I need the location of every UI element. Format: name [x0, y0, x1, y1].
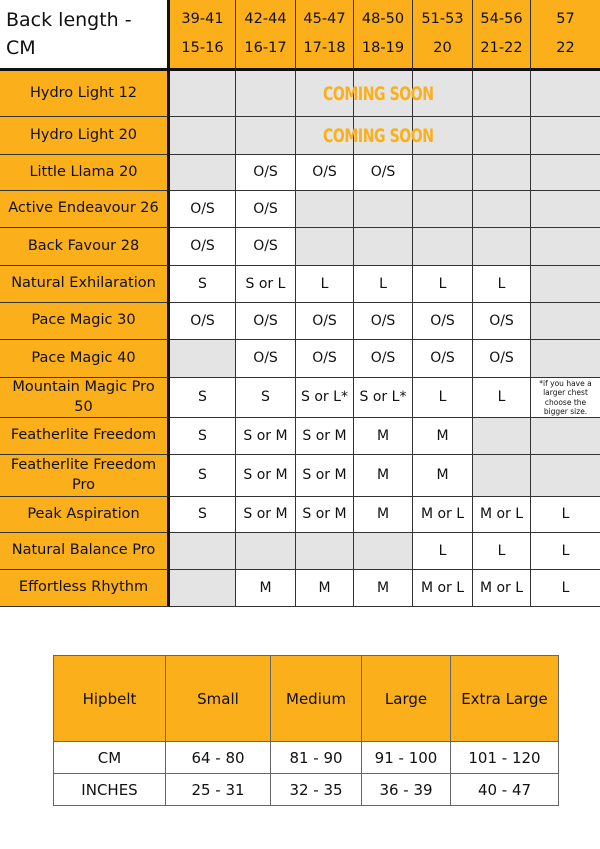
size-cell — [531, 71, 600, 117]
column-cm: 48-50 — [361, 11, 405, 27]
size-cell: S — [170, 378, 236, 418]
size-cell: S or L — [236, 266, 296, 303]
chart-header-row — [0, 0, 600, 71]
size-cell: O/S — [473, 303, 531, 340]
size-cell: S — [170, 266, 236, 303]
pack-name: Featherlite Freedom — [0, 418, 170, 455]
size-cell — [531, 418, 600, 455]
size-cell: O/S — [296, 340, 354, 378]
column-cm: 45-47 — [303, 11, 346, 27]
column-in: 22 — [556, 40, 575, 56]
size-cell: S or L* — [354, 378, 413, 418]
size-cell: L — [531, 570, 600, 607]
size-cell: L — [473, 378, 531, 418]
size-cell — [413, 71, 473, 117]
size-cell: O/S — [413, 303, 473, 340]
size-cell: O/S — [170, 303, 236, 340]
chart-row — [0, 266, 600, 303]
chart-row — [0, 533, 600, 570]
hipbelt-header: Extra Large — [451, 656, 559, 742]
pack-name: Featherlite Freedom Pro — [0, 455, 170, 497]
size-cell: M or L — [473, 497, 531, 533]
size-cell — [413, 228, 473, 266]
hipbelt-cell: 81 - 90 — [271, 742, 362, 774]
size-cell: O/S — [354, 340, 413, 378]
size-cell: M — [354, 455, 413, 497]
hipbelt-header: Small — [166, 656, 271, 742]
size-cell: O/S — [236, 340, 296, 378]
size-cell — [236, 71, 296, 117]
chart-title-cell — [0, 0, 170, 71]
size-cell — [473, 418, 531, 455]
chart-row — [0, 228, 600, 266]
size-cell: O/S — [236, 303, 296, 340]
size-cell: O/S — [236, 191, 296, 228]
hipbelt-row-cm — [54, 742, 559, 774]
hipbelt-cell: INCHES — [54, 774, 166, 806]
size-cell — [170, 117, 236, 155]
hipbelt-cell: 32 - 35 — [271, 774, 362, 806]
size-cell: S or M — [296, 455, 354, 497]
chart-row — [0, 378, 600, 418]
size-cell: S — [170, 418, 236, 455]
hipbelt-header: Medium — [271, 656, 362, 742]
size-cell: M — [296, 570, 354, 607]
size-cell — [531, 228, 600, 266]
coming-soon-label: COMING SOON — [323, 83, 434, 105]
hipbelt-header: Large — [362, 656, 451, 742]
column-in: 16-17 — [244, 40, 287, 56]
chart-row — [0, 155, 600, 191]
size-cell: O/S — [473, 340, 531, 378]
size-cell — [354, 117, 413, 155]
size-cell: L — [296, 266, 354, 303]
size-cell — [473, 71, 531, 117]
pack-name: Little Llama 20 — [0, 155, 170, 191]
column-cm: 39-41 — [181, 11, 224, 27]
chart-row — [0, 497, 600, 533]
column-header — [473, 0, 531, 71]
column-in: 20 — [433, 40, 452, 56]
column-in: 17-18 — [303, 40, 346, 56]
column-cm: 54-56 — [480, 11, 523, 27]
size-cell: S or M — [236, 497, 296, 533]
footnote-cell: *if you have a larger chest choose the bigger size. — [531, 378, 600, 418]
size-cell — [236, 533, 296, 570]
pack-name: Back Favour 28 — [0, 228, 170, 266]
column-header — [170, 0, 236, 71]
chart-row — [0, 71, 600, 117]
size-cell — [170, 155, 236, 191]
size-cell: L — [531, 533, 600, 570]
size-cell — [531, 191, 600, 228]
chart-body — [0, 71, 600, 607]
column-in: 21-22 — [480, 40, 523, 56]
size-cell — [296, 533, 354, 570]
size-cell — [296, 191, 354, 228]
hipbelt-cell: 64 - 80 — [166, 742, 271, 774]
hipbelt-cell: 101 - 120 — [451, 742, 559, 774]
size-cell — [170, 570, 236, 607]
column-in: 18-19 — [361, 40, 405, 56]
hipbelt-cell: 36 - 39 — [362, 774, 451, 806]
chart-row — [0, 191, 600, 228]
hipbelt-cell: 91 - 100 — [362, 742, 451, 774]
size-cell — [531, 303, 600, 340]
size-cell: S or M — [236, 455, 296, 497]
size-cell: S or L* — [296, 378, 354, 418]
size-cell: L — [473, 266, 531, 303]
hipbelt-header-row — [54, 656, 559, 742]
chart-title-cm: Back length - CM — [6, 9, 132, 59]
size-cell: O/S — [236, 155, 296, 191]
hipbelt-header: Hipbelt — [54, 656, 166, 742]
column-header — [354, 0, 413, 71]
pack-name: Mountain Magic Pro 50 — [0, 378, 170, 418]
pack-name: Active Endeavour 26 — [0, 191, 170, 228]
column-header — [236, 0, 296, 71]
chart-row — [0, 303, 600, 340]
chart-row — [0, 455, 600, 497]
size-cell — [170, 71, 236, 117]
pack-name: Natural Balance Pro — [0, 533, 170, 570]
size-cell: M — [413, 418, 473, 455]
pack-name: Effortless Rhythm — [0, 570, 170, 607]
hipbelt-cell: CM — [54, 742, 166, 774]
column-cm: 57 — [556, 11, 575, 27]
size-cell: M or L — [413, 497, 473, 533]
pack-name: Hydro Light 12 — [0, 71, 170, 117]
size-cell: O/S — [170, 191, 236, 228]
size-cell — [473, 228, 531, 266]
size-cell — [296, 228, 354, 266]
pack-name: Hydro Light 20 — [0, 117, 170, 155]
pack-name: Pace Magic 30 — [0, 303, 170, 340]
size-cell: M or L — [473, 570, 531, 607]
size-cell — [170, 533, 236, 570]
column-in: 15-16 — [181, 40, 224, 56]
size-cell: M or L — [413, 570, 473, 607]
size-cell: M — [413, 455, 473, 497]
size-cell: S or M — [296, 418, 354, 455]
size-cell: M — [354, 418, 413, 455]
size-cell — [236, 117, 296, 155]
size-cell — [296, 117, 354, 155]
size-cell — [354, 533, 413, 570]
hipbelt-cell: 40 - 47 — [451, 774, 559, 806]
size-cell: O/S — [170, 228, 236, 266]
size-cell: O/S — [296, 303, 354, 340]
size-cell — [296, 71, 354, 117]
size-cell — [354, 71, 413, 117]
column-header — [531, 0, 600, 71]
size-cell: O/S — [296, 155, 354, 191]
size-cell: L — [354, 266, 413, 303]
size-cell: S — [236, 378, 296, 418]
size-cell — [473, 155, 531, 191]
size-cell: L — [413, 266, 473, 303]
size-cell — [413, 117, 473, 155]
column-header — [413, 0, 473, 71]
size-cell: O/S — [354, 155, 413, 191]
chart-row — [0, 340, 600, 378]
size-cell: S — [170, 455, 236, 497]
size-cell — [473, 455, 531, 497]
size-cell: M — [236, 570, 296, 607]
pack-name: Natural Exhilaration — [0, 266, 170, 303]
coming-soon-label: COMING SOON — [323, 125, 434, 147]
size-cell: M — [354, 570, 413, 607]
size-cell — [531, 455, 600, 497]
size-cell: S or M — [236, 418, 296, 455]
column-cm: 42-44 — [244, 11, 287, 27]
size-cell: S or M — [296, 497, 354, 533]
size-cell — [473, 191, 531, 228]
size-cell: M — [354, 497, 413, 533]
pack-name: Pace Magic 40 — [0, 340, 170, 378]
hipbelt-size-table — [53, 655, 559, 806]
size-cell — [354, 228, 413, 266]
column-cm: 51-53 — [421, 11, 464, 27]
chart-row — [0, 570, 600, 607]
size-cell: L — [531, 497, 600, 533]
pack-name: Peak Aspiration — [0, 497, 170, 533]
size-cell: O/S — [354, 303, 413, 340]
hipbelt-row-inches — [54, 774, 559, 806]
size-cell — [531, 117, 600, 155]
hipbelt-cell: 25 - 31 — [166, 774, 271, 806]
size-cell — [473, 117, 531, 155]
size-cell — [413, 191, 473, 228]
size-cell — [531, 340, 600, 378]
column-header — [296, 0, 354, 71]
chart-row — [0, 117, 600, 155]
size-cell: L — [413, 378, 473, 418]
chart-row — [0, 418, 600, 455]
size-cell — [413, 155, 473, 191]
size-cell: L — [413, 533, 473, 570]
size-cell: L — [473, 533, 531, 570]
size-cell — [531, 155, 600, 191]
size-cell: O/S — [413, 340, 473, 378]
size-cell — [170, 340, 236, 378]
size-cell — [531, 266, 600, 303]
size-cell — [354, 191, 413, 228]
size-cell: S — [170, 497, 236, 533]
size-cell: O/S — [236, 228, 296, 266]
